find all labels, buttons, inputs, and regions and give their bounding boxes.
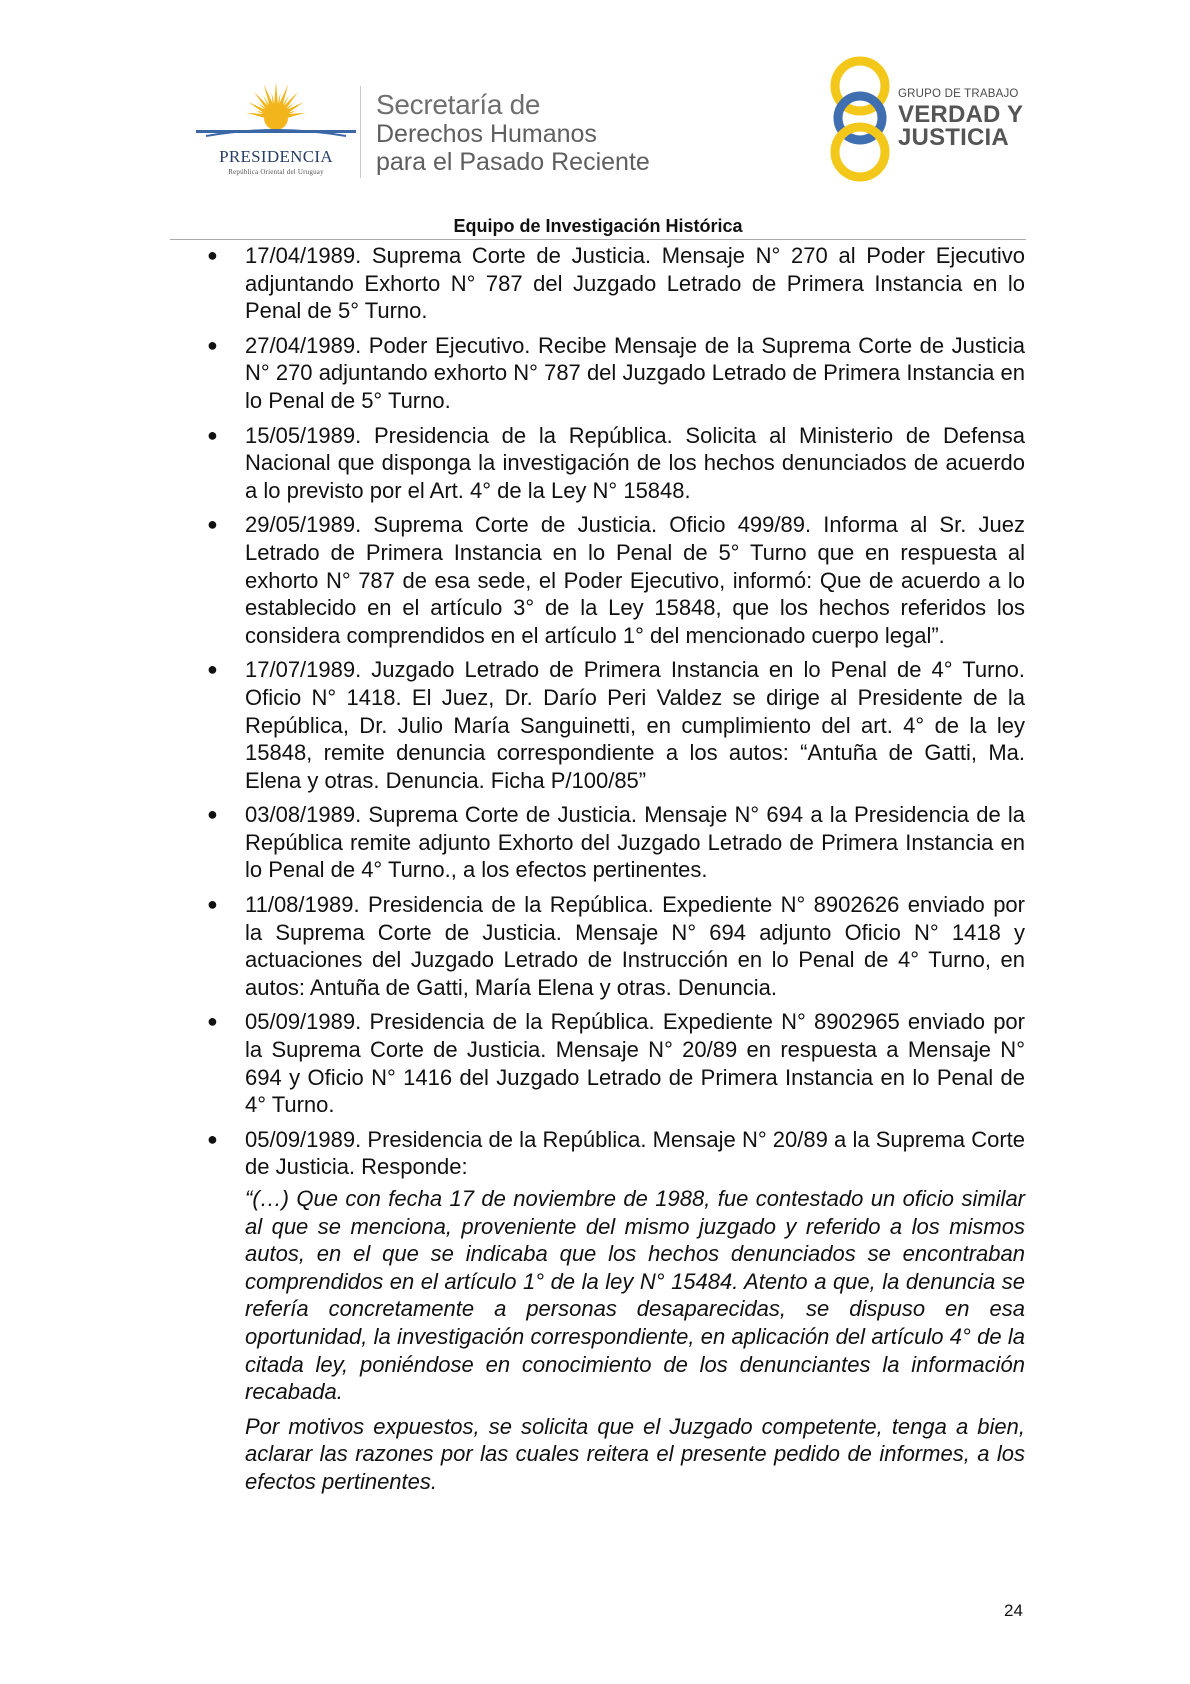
list-item [203,511,1025,649]
list-item [203,1008,1025,1118]
entry-text: 17/04/1989. Suprema Corte de Justicia. Mensaje N° 270 al Poder Ejecutivo adjuntando Exhorto N° 787 del Juzgado Letrado de Primera Instancia en lo Penal de 5° Turno. [245,243,1025,324]
presidencia-logo [196,80,356,176]
bullet-icon: ● [207,894,218,915]
secretaria-line-2: Derechos Humanos [376,120,597,148]
quoted-paragraph: Por motivos expuestos, se solicita que el Juzgado competente, tenga a bien, aclarar las razones por las cuales reitera el presente pedido de informes, a los efectos pertinentes. [245,1413,1025,1494]
list-item [203,422,1025,505]
list-item [203,891,1025,1001]
list-item [203,801,1025,884]
bullet-icon: ● [207,659,218,680]
header-divider [360,86,361,178]
bullet-icon: ● [207,334,218,355]
quoted-paragraph: “(…) Que con fecha 17 de noviembre de 1988, fue contestado un oficio similar al que se menciona, proveniente del mismo juzgado y referido a los mismos autos, en el que se indicaba que los hechos denunciados se encontraban comprendidos en el artículo 1° de la ley N° 15484. Atento a que, la denuncia se refería concretamente a personas desaparecidas, se dispuso en esa oportunidad, la investigación correspondiente, en aplicación del artículo 4° de la citada ley, poniéndose en conocimiento de los denunciantes la información recabada. [245,1186,1025,1405]
presidencia-subtitle: República Oriental del Uruguay [228,168,324,176]
entry-text: 17/07/1989. Juzgado Letrado de Primera Instancia en lo Penal de 4° Turno. Oficio N° 1418. El Juez, Dr. Darío Peri Valdez se dirige al Presidente de la República, Dr. Julio María Sanguinetti, en cumplimiento del art. 4° de la ley 15848, remite denuncia correspondiente a los autos: “Antuña de Gatti, Ma. Elena y otras. Denuncia. Ficha P/100/85” [245,657,1025,793]
secretaria-line-1: Secretaría de [376,89,541,120]
gtvj-small-text: GRUPO DE TRABAJO [898,88,1019,100]
secretaria-title [376,90,650,176]
entry-text: 27/04/1989. Poder Ejecutivo. Recibe Mensaje de la Suprema Corte de Justicia N° 270 adjuntando exhorto N° 787 del Juzgado Letrado de Primera Instancia en lo Penal de 5° Turno. [245,332,1025,413]
list-item [203,656,1025,794]
page-number: 24 [1004,1601,1023,1620]
secretaria-line-3: para el Pasado Reciente [376,148,650,176]
gtvj-verdad-text: VERDAD Y [898,101,1024,128]
team-heading: Equipo de Investigación Histórica [453,216,743,236]
bullet-icon: ● [207,1011,218,1032]
bullet-icon: ● [207,804,218,825]
interlinked-rings-icon [824,56,896,186]
entry-text: 03/08/1989. Suprema Corte de Justicia. Mensaje N° 694 a la Presidencia de la República remite adjunto Exhorto del Juzgado Letrado de Primera Instancia en lo Penal de 4° Turno., a los efectos pertinentes. [245,802,1025,883]
list-item [203,1126,1025,1496]
bullet-icon: ● [207,245,218,265]
header-rule [170,239,1026,240]
list-item [203,242,1025,325]
bullet-icon: ● [207,424,218,445]
bullet-icon: ● [207,514,218,535]
bullet-icon: ● [207,1128,218,1149]
chronology-list [203,242,1025,1503]
entry-text: 11/08/1989. Presidencia de la República. Expediente N° 8902626 enviado por la Suprema Corte de Justicia. Mensaje N° 694 adjunto Oficio N° 1418 y actuaciones del Juzgado Letrado de Instrucción en lo Penal de 4° Turno, en autos: Antuña de Gatti, María Elena y otras. Denuncia. [245,892,1025,1000]
entry-text: 15/05/1989. Presidencia de la República. Solicita al Ministerio de Defensa Nacional que disponga la investigación de los hechos denunciados de acuerdo a lo previsto por el Art. 4° de la Ley N° 15848. [245,422,1025,503]
entry-text: 29/05/1989. Suprema Corte de Justicia. Oficio 499/89. Informa al Sr. Juez Letrado de Primera Instancia en lo Penal de 5° Turno que en respuesta al exhorto N° 787 de esa sede, el Poder Ejecutivo, informó: Que de acuerdo a lo establecido en el artículo 3° de la Ley 15848, que los hechos referidos los considera comprendidos en el artículo 1° del mencionado cuerpo legal”. [245,512,1025,648]
entry-text: 05/09/1989. Presidencia de la República. Mensaje N° 20/89 a la Suprema Corte de Justicia. Responde: [245,1126,1025,1180]
presidencia-word: PRESIDENCIA [219,147,333,166]
sun-emblem-icon [196,80,356,150]
list-item [203,332,1025,415]
entry-text: 05/09/1989. Presidencia de la República. Expediente N° 8902965 enviado por la Suprema Corte de Justicia. Mensaje N° 20/89 en respuesta a Mensaje N° 694 y Oficio N° 1416 del Juzgado Letrado de Primera Instancia en lo Penal de 4° Turno. [245,1009,1025,1118]
gtvj-justicia-text: JUSTICIA [898,124,1009,151]
verdad-justicia-logo [824,56,1044,186]
